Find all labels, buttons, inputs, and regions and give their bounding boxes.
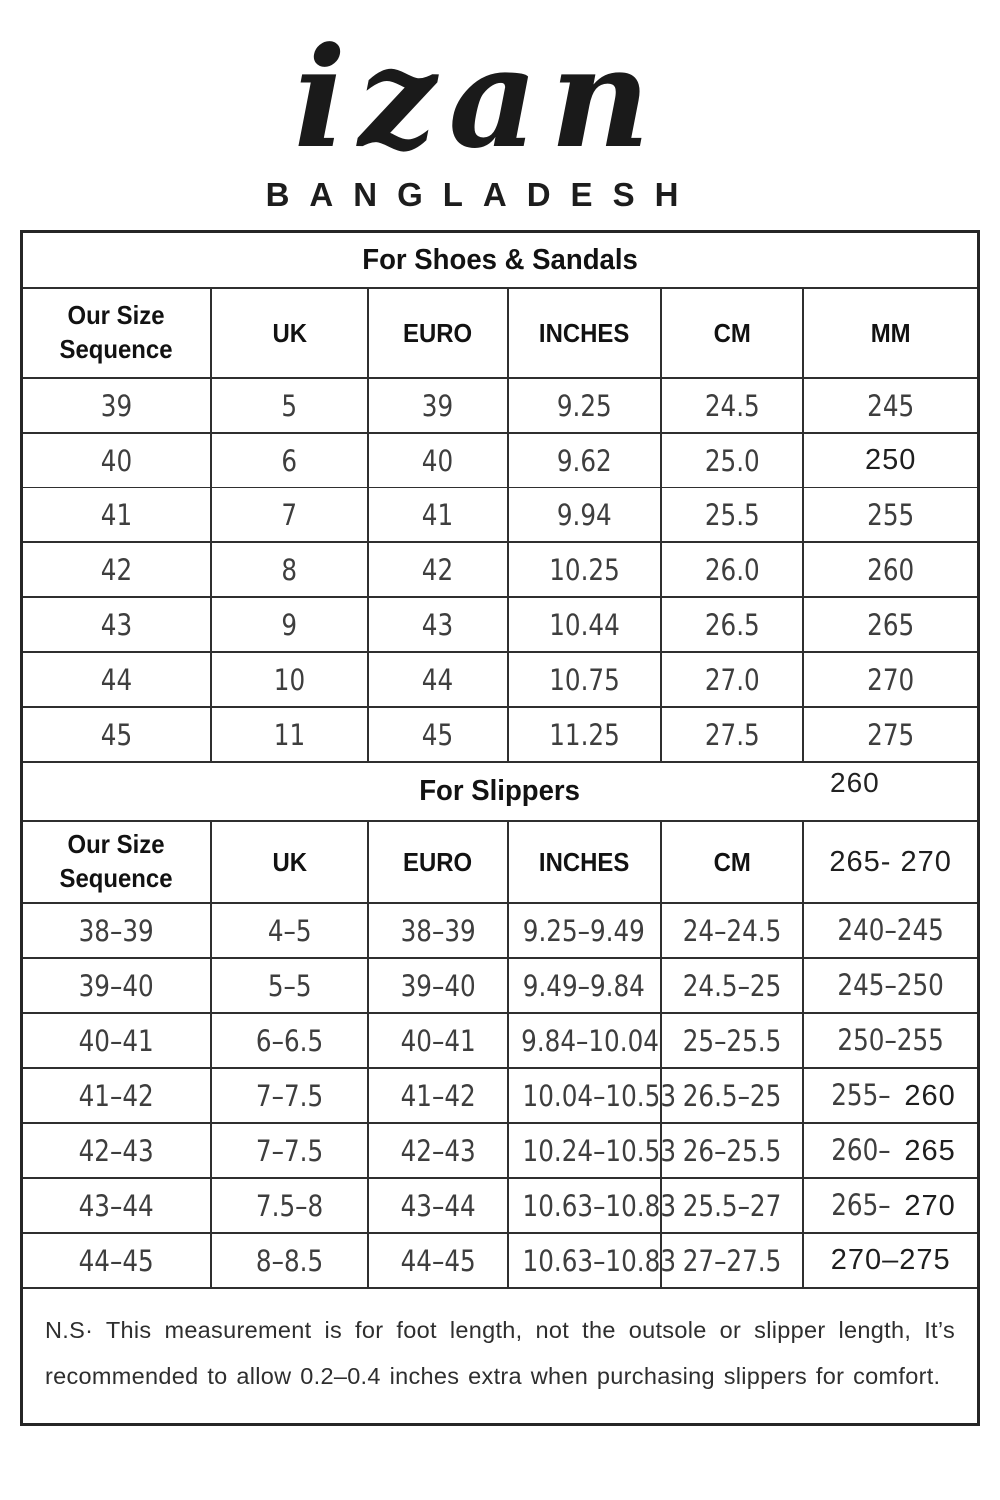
mm-value-edited: 270 (895, 1190, 956, 1222)
cm-value: 27.0 (704, 662, 760, 697)
euro-value: 40–41 (400, 1023, 476, 1058)
inches-value: 9.25 (556, 388, 612, 423)
uk-value: 7.5–8 (255, 1188, 324, 1223)
uk-value: 5–5 (267, 968, 312, 1003)
note-text: This measurement is for foot length, not the outsole or slipper length, It’s recommended to allow 0.2–0.4 inches extra when purchasing slippers for comfort. (45, 1317, 956, 1389)
uk-value: 7–7.5 (255, 1133, 324, 1168)
inches-value: 9.62 (556, 443, 612, 478)
uk-value: 5 (281, 388, 298, 423)
euro-value: 39 (422, 388, 454, 423)
size-value: 42–43 (78, 1133, 155, 1168)
cm-value: 26.5–25 (682, 1078, 782, 1113)
uk-value: 8 (281, 552, 298, 587)
inches-value: 10.04–10.53 (522, 1078, 676, 1113)
col-header-uk: UK (272, 846, 307, 877)
col-header-our-size: Our Size Sequence (59, 829, 173, 893)
inches-value: 11.25 (548, 717, 620, 752)
size-value: 44–45 (78, 1243, 155, 1278)
euro-value: 42 (422, 552, 454, 587)
inches-value: 10.75 (548, 662, 620, 697)
size-chart (20, 230, 980, 1426)
note-paragraph (45, 1308, 955, 1400)
cm-value: 25.0 (704, 443, 760, 478)
mm-value: 250–255 (837, 1023, 944, 1057)
size-value: 43–44 (78, 1188, 155, 1223)
slippers-row-38-39 (22, 903, 979, 958)
size-value: 42 (100, 552, 133, 587)
uk-value: 4–5 (267, 913, 312, 948)
euro-value: 43 (422, 607, 454, 642)
slippers-row-40-41 (22, 1013, 979, 1068)
shoes-row-42 (22, 542, 979, 597)
cm-value: 26–25.5 (682, 1133, 782, 1168)
slippers-row-43-44 (22, 1178, 979, 1233)
mm-value: 260 (867, 552, 915, 587)
cm-value: 25.5–27 (682, 1188, 782, 1223)
size-value: 41 (100, 497, 133, 532)
slippers-header-row (22, 821, 979, 903)
cm-value: 27–27.5 (682, 1243, 782, 1278)
euro-value: 41 (422, 497, 454, 532)
euro-value: 40 (422, 443, 454, 478)
col-header-inches: INCHES (538, 317, 630, 348)
stray-text-260: 260 (830, 767, 880, 798)
inches-value: 10.63–10.83 (522, 1188, 676, 1223)
col-header-cm: CM (713, 846, 751, 877)
col-header-our-size: Our Size Sequence (59, 300, 173, 364)
shoes-section-title: For Shoes & Sandals (362, 243, 638, 276)
size-value: 43 (100, 607, 133, 642)
mm-value: 255– (830, 1078, 891, 1112)
size-value: 40 (100, 443, 133, 478)
inches-value: 9.25–9.49 (523, 913, 646, 948)
size-value: 45 (100, 717, 133, 752)
cm-value: 26.0 (704, 552, 760, 587)
uk-value: 6 (281, 443, 298, 478)
size-value: 39 (100, 388, 133, 423)
brand-logo: izan (293, 16, 663, 179)
col-header-uk: UK (272, 317, 307, 348)
inches-value: 10.24–10.53 (522, 1133, 676, 1168)
col-header-mm: MM (870, 317, 911, 348)
shoes-row-45 (22, 707, 979, 762)
cm-value: 26.5 (704, 607, 760, 642)
euro-value: 44 (422, 662, 454, 697)
uk-value: 7–7.5 (255, 1078, 324, 1113)
euro-value: 41–42 (400, 1078, 476, 1113)
mm-value: 265– (830, 1188, 891, 1222)
euro-value: 44–45 (400, 1243, 476, 1278)
separator-gap-artifact (24, 477, 60, 484)
mm-value-edited: 270–275 (830, 1244, 951, 1276)
col-header-mm-overwritten: 265- 270 (829, 845, 952, 878)
euro-value: 38–39 (400, 913, 476, 948)
slippers-row-42-43 (22, 1123, 979, 1178)
size-value: 38–39 (78, 913, 155, 948)
col-header-inches: INCHES (538, 846, 630, 877)
note-row (22, 1288, 979, 1425)
slippers-row-44-45 (22, 1233, 979, 1288)
mm-value: 270 (867, 662, 915, 697)
euro-value: 39–40 (400, 968, 476, 1003)
cm-value: 27.5 (704, 717, 760, 752)
col-header-euro: EURO (403, 317, 473, 348)
slippers-row-39-40 (22, 958, 979, 1013)
inches-value: 10.25 (548, 552, 620, 587)
cm-value: 25.5 (704, 497, 760, 532)
mm-value: 245 (867, 388, 915, 423)
size-value: 39–40 (78, 968, 155, 1003)
mm-value: 275 (867, 717, 915, 752)
inches-value: 9.49–9.84 (523, 968, 646, 1003)
uk-value: 9 (281, 607, 298, 642)
shoes-row-39 (22, 378, 979, 433)
uk-value: 10 (273, 662, 306, 697)
mm-value-edited: 250 (864, 444, 917, 476)
cm-value: 24.5 (704, 388, 760, 423)
euro-value: 45 (422, 717, 454, 752)
mm-value: 260– (830, 1133, 891, 1167)
cm-value: 24–24.5 (682, 913, 782, 948)
mm-value: 265 (867, 607, 915, 642)
brand-country: BANGLADESH (265, 176, 699, 213)
shoes-row-41 (22, 488, 979, 543)
size-value: 44 (100, 662, 133, 697)
mm-value-edited: 260 (895, 1080, 956, 1112)
mm-value-edited: 265 (895, 1135, 956, 1167)
shoes-row-44 (22, 652, 979, 707)
size-value: 41–42 (78, 1078, 155, 1113)
uk-value: 8–8.5 (255, 1243, 324, 1278)
uk-value: 6–6.5 (255, 1023, 324, 1058)
cm-value: 25–25.5 (682, 1023, 782, 1058)
inches-value: 10.63–10.83 (522, 1243, 676, 1278)
slippers-section-title: For Slippers (419, 775, 581, 807)
col-header-cm: CM (713, 317, 751, 348)
inches-value: 10.44 (548, 607, 620, 642)
mm-value: 245–250 (837, 968, 944, 1002)
euro-value: 43–44 (400, 1188, 476, 1223)
size-value: 40–41 (78, 1023, 155, 1058)
uk-value: 7 (281, 497, 298, 532)
inches-value: 9.94 (556, 497, 612, 532)
mm-value: 240–245 (837, 913, 944, 947)
brand-header (0, 0, 972, 214)
mm-value: 255 (867, 497, 915, 532)
shoes-row-40 (22, 433, 979, 488)
col-header-euro: EURO (403, 846, 473, 877)
note-label: N.S· (45, 1317, 94, 1344)
uk-value: 11 (273, 717, 306, 752)
slippers-row-41-42 (22, 1068, 979, 1123)
cm-value: 24.5–25 (682, 968, 782, 1003)
shoes-row-43 (22, 597, 979, 652)
shoes-header-row (22, 288, 979, 378)
shoes-section-title-row (22, 232, 979, 289)
size-table (20, 230, 980, 1426)
inches-value: 9.84–10.04 (520, 1023, 659, 1058)
euro-value: 42–43 (400, 1133, 476, 1168)
